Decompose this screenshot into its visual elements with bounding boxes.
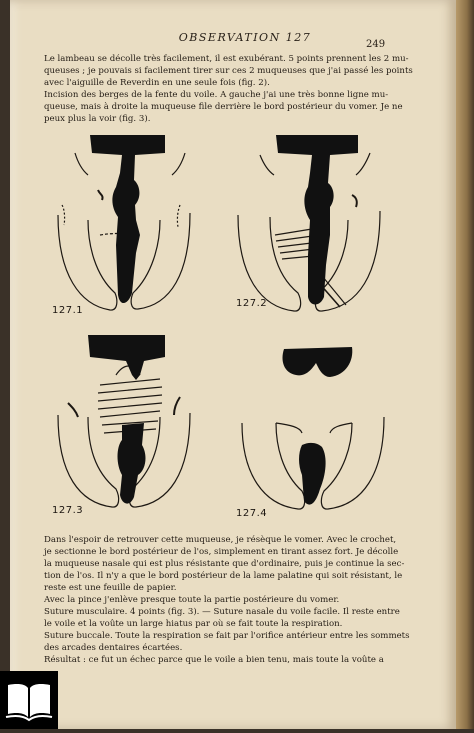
text-line: queuses ; je pouvais si facilement tirer sur ces 2 muqueuses que j'ai passé les points (44, 66, 413, 76)
text-line: le voile et la voûte un large hiatus par où se fait toute la respiration. (44, 619, 343, 629)
bottom-paragraph (44, 534, 410, 666)
figure-label: 127.3 (52, 505, 84, 516)
text-line: peux plus la voir (fig. 3). (44, 114, 151, 124)
figures-drawing (40, 125, 400, 525)
figure-label: 127.1 (52, 305, 84, 316)
open-book-logo-icon (0, 671, 58, 729)
figure-label: 127.4 (236, 508, 268, 519)
text-line: je sectionne le bord postérieur de l'os, simplement en tirant assez fort. Je décolle (44, 547, 399, 557)
text-line: la muqueuse nasale qui est plus résistante que d'ordinaire, puis je continue la sec- (44, 559, 405, 569)
page-number: 249 (366, 39, 386, 50)
running-title: OBSERVATION 127 (178, 31, 312, 44)
text-line: Le lambeau se décolle très facilement, il est exubérant. 5 points prennent les 2 mu- (44, 54, 409, 64)
figure-label: 127.2 (236, 298, 268, 309)
surgical-figures (40, 125, 400, 525)
text-line: Suture buccale. Toute la respiration se fait par l'orifice antérieur entre les sommets (44, 631, 410, 641)
book-gutter (456, 0, 474, 729)
text-line: avec l'aiguille de Reverdin en une seule fois (fig. 2). (44, 78, 270, 88)
text-line: Dans l'espoir de retrouver cette muqueuse, je résèque le vomer. Avec le crochet, (44, 535, 397, 545)
text-line: Avec la pince j'enlève presque toute la partie postérieure du vomer. (44, 595, 340, 605)
text-line: tion de l'os. Il n'y a que le bord postérieur de la lame palatine qui soit résistant, le (44, 571, 403, 581)
text-line: reste est une feuille de papier. (44, 583, 177, 593)
text-line: Suture musculaire. 4 points (fig. 3). — Suture nasale du voile facile. Il reste entre (44, 607, 400, 617)
text-line: Résultat : ce fut un échec parce que le voile a bien tenu, mais toute la voûte a (44, 655, 384, 665)
text-line: Incision des berges de la fente du voile. A gauche j'ai une très bonne ligne mu- (44, 90, 389, 100)
text-line: des arcades dentaires écartées. (44, 643, 183, 653)
top-paragraph (44, 53, 413, 125)
text-line: queuse, mais à droite la muqueuse file derrière le bord postérieur du vomer. Je ne (44, 102, 403, 112)
